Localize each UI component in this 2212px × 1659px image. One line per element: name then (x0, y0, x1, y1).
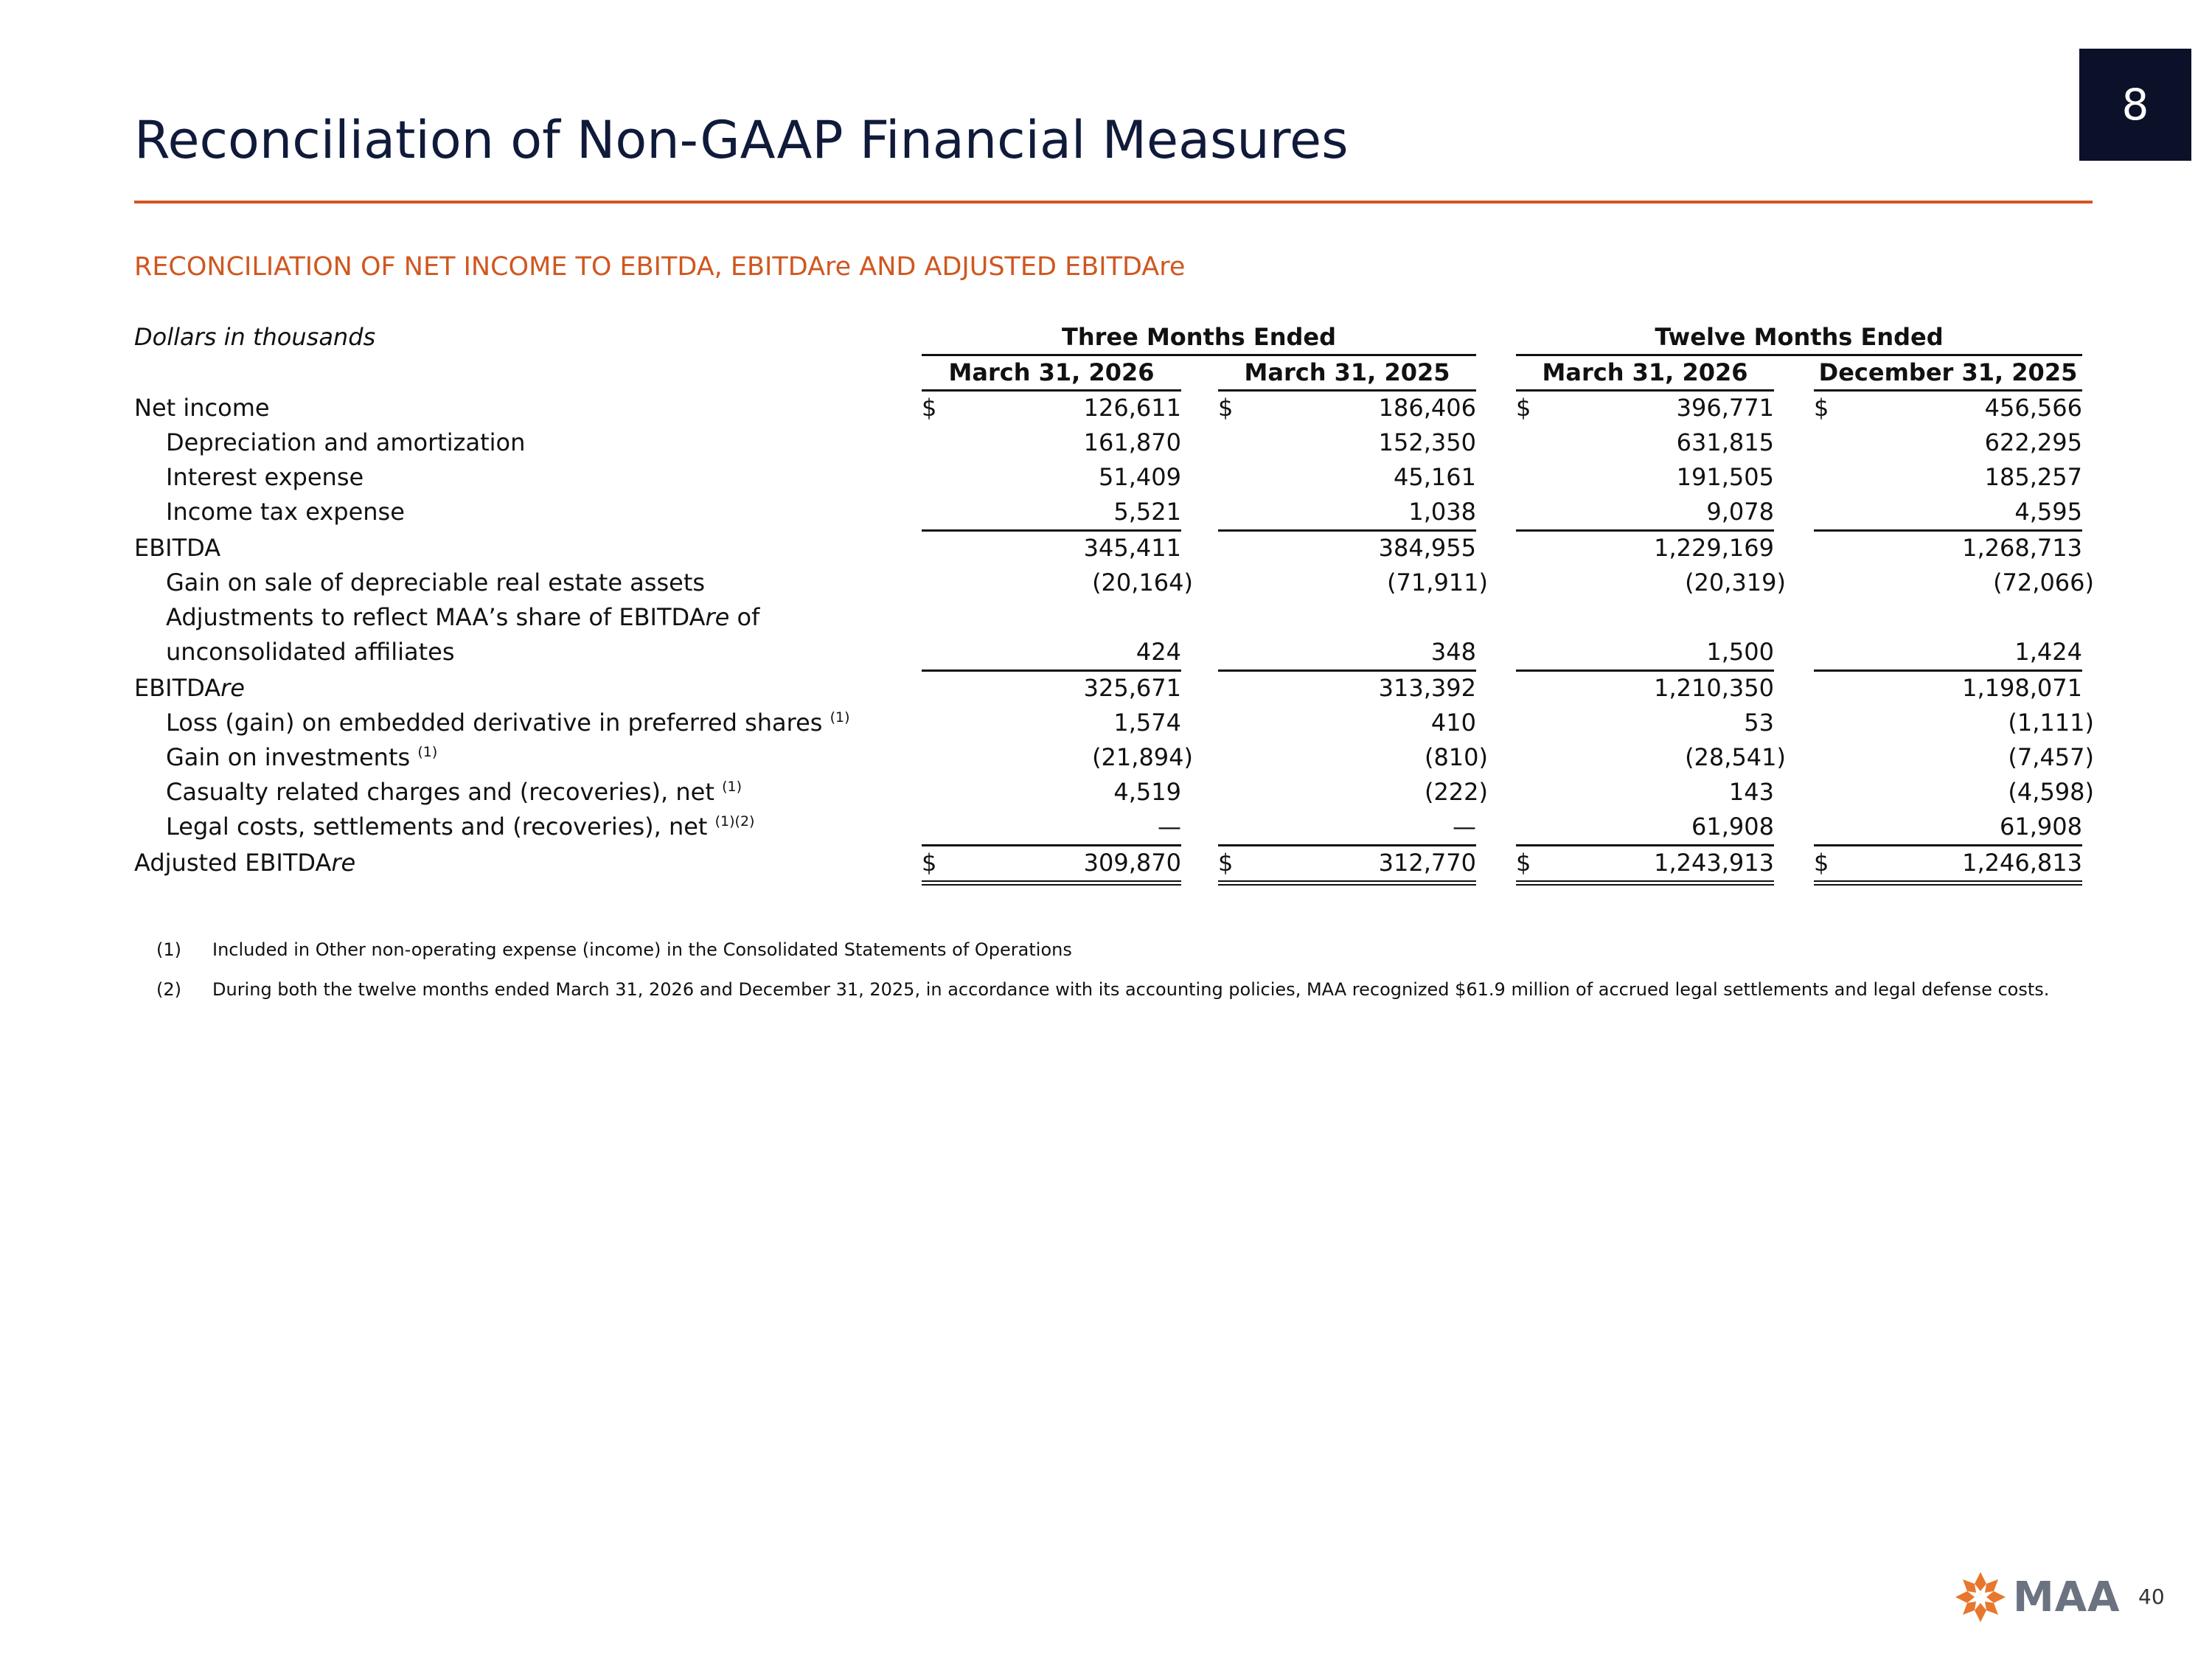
cell-value: 191,505 (1676, 463, 1774, 491)
cell-value: 313,392 (1378, 674, 1476, 702)
table-row (0, 495, 2212, 529)
value-cell (1516, 635, 1774, 672)
value-cell (922, 671, 1181, 706)
cell-value: (20,319) (1685, 568, 1786, 597)
cell-value: 1,268,713 (1962, 534, 2082, 562)
cell-value: 61,908 (1691, 813, 1774, 841)
value-cell (922, 740, 1193, 775)
title-divider (134, 201, 2093, 204)
row-label (166, 740, 437, 775)
cell-value: 1,246,813 (1962, 849, 2082, 877)
value-cell (1814, 635, 2082, 672)
footnote-text: Included in Other non-operating expense (income) in the Consolidated Statements of Operations (212, 939, 1072, 960)
page-title: Reconciliation of Non-GAAP Financial Measures (134, 110, 1349, 170)
value-cell (1814, 531, 2082, 566)
currency-symbol: $ (1814, 849, 1829, 877)
footnote-ref: (1) (830, 709, 850, 726)
footnote-mark: (1) (156, 939, 181, 960)
value-cell (1218, 810, 1476, 846)
row-label: Interest expense (166, 463, 364, 491)
cell-value: — (1158, 813, 1181, 841)
cell-value: — (1453, 813, 1476, 841)
group-header-twelve-months: Twelve Months Ended (1516, 320, 2082, 356)
cell-value: (28,541) (1685, 743, 1786, 771)
cell-value: 345,411 (1083, 534, 1181, 562)
value-cell (1218, 635, 1476, 672)
cell-value: 185,257 (1984, 463, 2082, 491)
cell-value: 126,611 (1083, 394, 1181, 422)
page-number: 40 (2138, 1585, 2165, 1609)
cell-value: 348 (1430, 638, 1476, 666)
row-label (166, 600, 759, 635)
row-label-part: of (729, 603, 760, 631)
group-header-three-months: Three Months Ended (922, 320, 1476, 356)
value-cell (1516, 531, 1774, 566)
table-row (0, 706, 2212, 740)
value-cell (922, 391, 1181, 425)
value-cell (922, 775, 1181, 810)
row-label (166, 706, 850, 740)
slide-number: 8 (2121, 80, 2149, 130)
column-header-q1-2025: March 31, 2025 (1218, 355, 1476, 392)
value-cell (1814, 846, 2082, 886)
cell-value: 152,350 (1378, 428, 1476, 456)
cell-value: 325,671 (1083, 674, 1181, 702)
value-cell (1814, 566, 2094, 600)
cell-value: 309,870 (1083, 849, 1181, 877)
cell-value: 1,229,169 (1654, 534, 1774, 562)
table-row (0, 531, 2212, 566)
value-cell (922, 846, 1181, 886)
table-row (0, 635, 2212, 669)
cell-value: 1,198,071 (1962, 674, 2082, 702)
cell-value: (1,111) (2008, 709, 2094, 737)
cell-value: (20,164) (1092, 568, 1193, 597)
currency-symbol: $ (1814, 394, 1829, 422)
value-cell (1218, 531, 1476, 566)
cell-value: 396,771 (1676, 394, 1774, 422)
value-cell (1516, 810, 1774, 846)
cell-value: 631,815 (1676, 428, 1774, 456)
logo-mark-icon (1954, 1571, 2007, 1624)
row-label-text: Casualty related charges and (recoveries), net (166, 778, 714, 806)
row-label-italic-part: re (705, 603, 730, 631)
value-cell (922, 706, 1181, 740)
cell-value: 424 (1135, 638, 1181, 666)
cell-value: (21,894) (1092, 743, 1193, 771)
cell-value: 384,955 (1378, 534, 1476, 562)
value-cell (1218, 495, 1476, 532)
logo-wordmark: MAA (2013, 1573, 2121, 1621)
table-row (0, 391, 2212, 425)
footnote (0, 975, 2212, 1004)
row-label-italic-part: re (220, 674, 245, 702)
value-cell (922, 531, 1181, 566)
cell-value: 51,409 (1099, 463, 1181, 491)
value-cell (1814, 495, 2082, 532)
cell-value: 1,574 (1113, 709, 1181, 737)
value-cell (1516, 846, 1774, 886)
cell-value: 456,566 (1984, 394, 2082, 422)
cell-value: 312,770 (1378, 849, 1476, 877)
value-cell (922, 425, 1181, 460)
value-cell (1814, 810, 2082, 846)
maa-logo (1954, 1569, 2120, 1625)
value-cell (1814, 775, 2094, 810)
value-cell (1814, 425, 2082, 460)
footnote-ref: (1)(2) (714, 813, 755, 830)
cell-value: 1,210,350 (1654, 674, 1774, 702)
units-label: Dollars in thousands (134, 323, 376, 351)
table-row (0, 566, 2212, 600)
value-cell (922, 495, 1181, 532)
row-label-part: Adjustments to reflect MAA’s share of EBITDA (166, 603, 706, 631)
value-cell (1218, 566, 1488, 600)
footnote-mark: (2) (156, 979, 181, 1000)
value-cell (1516, 425, 1774, 460)
value-cell (1218, 740, 1488, 775)
table-row (0, 810, 2212, 844)
value-cell (1516, 391, 1774, 425)
value-cell (1516, 566, 1786, 600)
cell-value: (810) (1424, 743, 1488, 771)
value-cell (922, 460, 1181, 495)
currency-symbol: $ (922, 849, 937, 877)
table-row (0, 425, 2212, 460)
cell-value: 410 (1430, 709, 1476, 737)
slide-number-badge (2079, 49, 2191, 161)
value-cell (1218, 775, 1488, 810)
currency-symbol: $ (1218, 849, 1234, 877)
cell-value: (72,066) (1993, 568, 2094, 597)
cell-value: 1,038 (1408, 498, 1476, 526)
currency-symbol: $ (922, 394, 937, 422)
value-cell (1814, 460, 2082, 495)
footnote (0, 935, 2212, 964)
cell-value: (222) (1424, 778, 1488, 806)
cell-value: 1,243,913 (1654, 849, 1774, 877)
cell-value: 53 (1744, 709, 1774, 737)
row-label (166, 810, 754, 844)
table-row-total (0, 846, 2212, 880)
currency-symbol: $ (1218, 394, 1234, 422)
cell-value: 161,870 (1083, 428, 1181, 456)
cell-value: (4,598) (2008, 778, 2094, 806)
value-cell (1814, 671, 2082, 706)
value-cell (1516, 495, 1774, 532)
footnote-ref: (1) (417, 744, 438, 760)
value-cell (922, 810, 1181, 846)
row-label-part: Adjusted EBITDA (134, 849, 332, 877)
row-label-text: Loss (gain) on embedded derivative in preferred shares (166, 709, 823, 737)
cell-value: 143 (1728, 778, 1774, 806)
currency-symbol: $ (1516, 394, 1531, 422)
section-title: RECONCILIATION OF NET INCOME TO EBITDA, EBITDAre AND ADJUSTED EBITDAre (134, 252, 1186, 282)
value-cell (1218, 425, 1476, 460)
row-label-text: Legal costs, settlements and (recoveries), net (166, 813, 708, 841)
table-row-label-line (0, 600, 2212, 635)
row-label: Depreciation and amortization (166, 428, 526, 456)
row-label: EBITDA (134, 534, 221, 562)
table-row (0, 740, 2212, 775)
cell-value: 5,521 (1113, 498, 1181, 526)
table-row (0, 775, 2212, 810)
row-label: Gain on sale of depreciable real estate assets (166, 568, 706, 597)
row-label: Net income (134, 394, 270, 422)
row-label-continuation: unconsolidated affiliates (166, 638, 455, 666)
row-label-text: Gain on investments (166, 743, 411, 771)
row-label (134, 671, 245, 706)
table-row (0, 671, 2212, 706)
column-header-ttm-dec-2025: December 31, 2025 (1814, 355, 2082, 392)
value-cell (1516, 671, 1774, 706)
column-header-q1-2026: March 31, 2026 (922, 355, 1181, 392)
cell-value: 1,424 (2014, 638, 2082, 666)
table-row (0, 460, 2212, 495)
cell-value: 186,406 (1378, 394, 1476, 422)
value-cell (1516, 775, 1774, 810)
column-header-ttm-mar-2026: March 31, 2026 (1516, 355, 1774, 392)
row-label-part: EBITDA (134, 674, 221, 702)
value-cell (1516, 460, 1774, 495)
value-cell (1218, 706, 1476, 740)
value-cell (922, 566, 1193, 600)
value-cell (1218, 460, 1476, 495)
cell-value: (7,457) (2008, 743, 2094, 771)
row-label (166, 775, 742, 810)
value-cell (1814, 706, 2094, 740)
value-cell (1218, 846, 1476, 886)
cell-value: 9,078 (1706, 498, 1774, 526)
cell-value: (71,911) (1387, 568, 1488, 597)
row-label: Income tax expense (166, 498, 405, 526)
cell-value: 4,519 (1113, 778, 1181, 806)
cell-value: 1,500 (1706, 638, 1774, 666)
cell-value: 4,595 (2014, 498, 2082, 526)
value-cell (922, 635, 1181, 672)
value-cell (1814, 391, 2082, 425)
footnote-text: During both the twelve months ended March 31, 2026 and December 31, 2025, in accordance with its accounting policies, MAA recognized $61.9 million of accrued legal settlements and legal defense costs. (212, 979, 2050, 1000)
cell-value: 61,908 (2000, 813, 2082, 841)
value-cell (1218, 391, 1476, 425)
currency-symbol: $ (1516, 849, 1531, 877)
footnote-ref: (1) (722, 779, 742, 795)
value-cell (1516, 740, 1786, 775)
cell-value: 45,161 (1394, 463, 1476, 491)
value-cell (1218, 671, 1476, 706)
row-label-italic-part: re (331, 849, 356, 877)
row-label (134, 846, 355, 880)
value-cell (1814, 740, 2094, 775)
value-cell (1516, 706, 1774, 740)
cell-value: 622,295 (1984, 428, 2082, 456)
